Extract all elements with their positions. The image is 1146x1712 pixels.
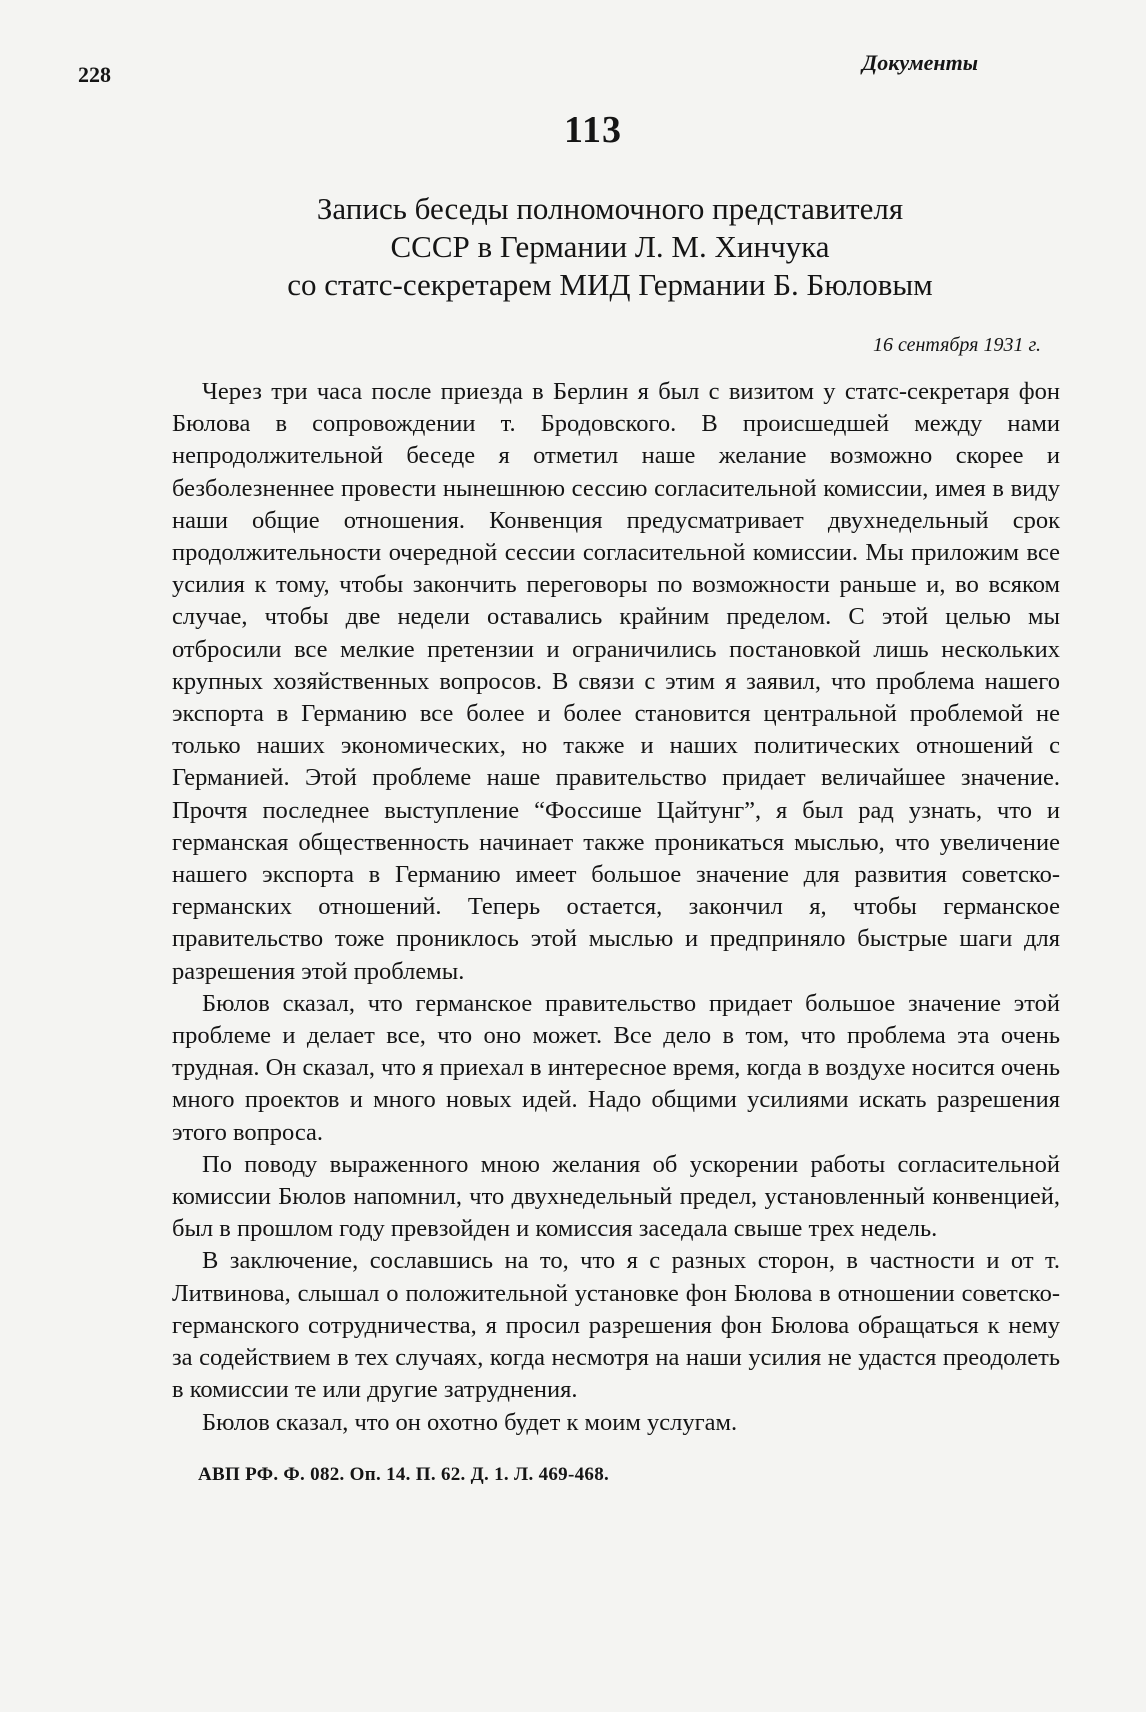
paragraph: Бюлов сказал, что германское правительство придает большое значение этой проблеме и делает все, что оно может. Все дело в том, что проблема эта очень трудная. Он сказал, что я приехал в интересное время, когда в воздухе носится очень много проектов и много новых идей. Надо общими усилиями искать разрешения этого вопроса. [172, 989, 1060, 1146]
title-line: СССР в Германии Л. М. Хинчука [390, 229, 830, 264]
paragraph: По поводу выраженного мною желания об ускорении работы согласительной комиссии Бюлов напомнил, что двухнедельный предел, установленный конвенцией, был в прошлом году превзойден и комиссия заседала свыше трех недель. [172, 1150, 1060, 1243]
document-number: 113 [564, 109, 622, 151]
document-title [180, 190, 1040, 304]
document-date: 16 сентября 1931 г. [872, 334, 1041, 356]
document-body [172, 376, 1060, 1439]
running-head: Документы [862, 50, 978, 75]
paragraph: В заключение, сославшись на то, что я с разных сторон, в частности и от т. Литвинова, слышал о положительной установке фон Бюлова в отношении советско-германского сотрудничества, я просил разрешения фон Бюлова обращаться к нему за содействием в тех случаях, когда несмотря на наши усилия не удастся преодолеть в комиссии те или другие затруднения. [172, 1247, 1060, 1404]
paragraph: Через три часа после приезда в Берлин я был с визитом у статс-секретаря фон Бюлова в сопровождении т. Бродовского. В происшедшей между нами непродолжительной беседе я отметил наше желание возможно скорее и безболезненнее провести нынешнюю сессию согласительной комиссии, имея в виду наши общие отношения. Конвенция предусматривает двухнедельный срок продолжительности очередной сессии согласительной комиссии. Мы приложим все усилия к тому, чтобы закончить переговоры по возможности раньше и, во всяком случае, чтобы две недели оставались крайним пределом. С этой целью мы отбросили все мелкие претензии и ограничились постановкой лишь нескольких крупных хозяйственных вопросов. В связи с этим я заявил, что проблема нашего экспорта в Германию все более и более становится центральной проблемой не только наших экономических, но также и наших политических отношений с Германией. Этой проблеме наше правительство придает величайшее значение. Прочтя последнее выступление “Фоссише Цайтунг”, я был рад узнать, что и германская общественность начинает также проникаться мыслью, что увеличение нашего экспорта в Германию имеет большое значение для развития советско-германских отношений. Теперь остается, закончил я, чтобы германское правительство тоже прониклось этой мыслью и предприняло быстрые шаги для разрешения этой проблемы. [172, 378, 1060, 985]
paragraph: Бюлов сказал, что он охотно будет к моим услугам. [202, 1408, 738, 1436]
title-line: со статс-секретарем МИД Германии Б. Бюловым [287, 267, 933, 302]
title-line: Запись беседы полномочного представителя [316, 191, 904, 226]
page-number: 228 [78, 62, 111, 87]
archive-source-reference: АВП РФ. Ф. 082. Оп. 14. П. 62. Д. 1. Л. 469-468. [198, 1464, 610, 1485]
